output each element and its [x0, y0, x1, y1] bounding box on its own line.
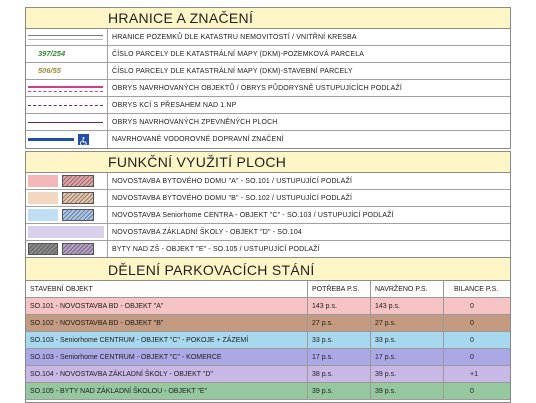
object-cell: SO.104 - NOVOSTAVBA ZÁKLADNÍ ŠKOLY - OBJEKT "D"	[26, 366, 308, 382]
need-cell: 17 p.s.	[308, 349, 371, 365]
legend-label: HRANICE POZEMKŮ DLE KATASTRU NEMOVITOSTÍ / VNITŘNÍ KRESBA	[112, 33, 357, 41]
legend-symbol	[26, 63, 108, 79]
land-use-legend-table	[25, 151, 511, 259]
legend-label: OBRYS NAVRHOVANÝCH OBJEKTŮ / OBRYS PŮDORYSNĚ USTUPUJÍCÍCH PODLAŽÍ	[112, 84, 402, 92]
overhang-line-icon	[28, 105, 103, 106]
balance-cell: +1	[470, 370, 478, 378]
proposed-cell: 39 p.s.	[371, 383, 444, 399]
need-cell: 27 p.s.	[308, 315, 371, 331]
parking-table	[25, 257, 511, 403]
paved-area-line-icon	[28, 122, 103, 123]
proposed-cell: 27 p.s.	[371, 315, 444, 331]
parking-title: DĚLENÍ PARKOVACÍCH STÁNÍ	[26, 258, 510, 281]
legend-symbol	[26, 190, 108, 206]
parking-header-row	[26, 281, 510, 298]
legend-symbol	[26, 241, 108, 258]
boundaries-title: HRANICE A ZNAČENÍ	[26, 8, 510, 29]
legend-label: NAVRHOVANÉ VODOROVNÉ DOPRAVNÍ ZNAČENÍ	[112, 136, 284, 143]
legend-row	[26, 190, 510, 207]
object-cell: SO.101 - NOVOSTAVBA BD - OBJEKT "A"	[26, 298, 308, 314]
balance-cell: 0	[470, 336, 474, 344]
building-b-swatch	[28, 192, 58, 204]
object-cell: SO.102 - NOVOSTAVBA BD - OBJEKT "B"	[26, 315, 308, 331]
legend-symbol	[26, 46, 108, 62]
boundaries-legend-table	[25, 7, 511, 149]
legend-row	[26, 241, 510, 258]
legend-symbol	[26, 29, 108, 45]
legend-row	[26, 114, 510, 131]
legend-symbol	[26, 114, 108, 130]
boundary-line-icon	[28, 35, 103, 36]
column-header: BILANCE P.S.	[444, 281, 510, 297]
land-parcel-number: 397/254	[38, 49, 66, 58]
column-header: NAVRŽENO P.S.	[371, 281, 444, 297]
table-row	[26, 315, 510, 332]
column-header: POTŘEBA P.S.	[308, 281, 371, 297]
proposed-cell: 33 p.s.	[371, 332, 444, 348]
legend-label: NOVOSTAVBA Seniorhome CENTRA - OBJEKT "C" - SO.103 / USTUPUJÍCÍ PODLAŽÍ	[112, 211, 394, 219]
object-cell: SO.103 - Seniorhome CENTRUM - OBJEKT "C" - KOMERCE	[26, 349, 308, 365]
legend-symbol	[26, 97, 108, 113]
legend-label: ČÍSLO PARCELY DLE KATASTRÁLNÍ MAPY (DKM)-POZEMKOVÁ PARCELA	[112, 50, 365, 58]
table-row	[26, 366, 510, 383]
proposed-cell: 17 p.s.	[371, 349, 444, 365]
legend-label: BYTY NAD ZŠ - OBJEKT "E" - SO.105 / USTUPUJÍCÍ PODLAŽÍ	[112, 246, 320, 253]
legend-row	[26, 63, 510, 80]
building-b-recessed-swatch	[62, 192, 94, 204]
legend-row	[26, 131, 510, 148]
table-row	[26, 383, 510, 400]
building-outline-line-icon	[28, 86, 103, 88]
need-cell: 39 p.s.	[308, 383, 371, 399]
object-cell: SO.103 - Seniorhome CENTRUM - OBJEKT "C" - POKOJE + ZÁZEMÍ	[26, 332, 308, 348]
legend-row	[26, 29, 510, 46]
need-cell: 38 p.s.	[308, 366, 371, 382]
balance-cell: 0	[470, 387, 474, 395]
legend-row	[26, 46, 510, 63]
legend-symbol	[26, 224, 108, 240]
legend-symbol	[26, 80, 108, 96]
legend-label: OBRYS NAVRHOVANÝCH ZPEVNĚNÝCH PLOCH	[112, 118, 278, 126]
legend-row	[26, 207, 510, 224]
building-c-swatch	[28, 209, 58, 221]
building-d-swatch	[28, 226, 104, 238]
legend-row	[26, 80, 510, 97]
object-cell: SO.105 - BYTY NAD ZÁKLADNÍ ŠKOLOU - OBJEKT "E"	[26, 383, 308, 399]
table-row	[26, 298, 510, 315]
building-a-recessed-swatch	[62, 175, 94, 187]
legend-label: NOVOSTAVBA BYTOVÉHO DOMU "B" - SO.102 / USTUPUJÍCÍ PODLAŽÍ	[112, 194, 353, 202]
building-e-swatch	[28, 243, 58, 255]
legend-label: NOVOSTAVBA ZÁKLADNÍ ŠKOLY - OBJEKT "D" - SO.104	[112, 228, 302, 236]
inner-drawing-line-icon	[28, 39, 103, 40]
building-parcel-number: 506/55	[38, 66, 61, 75]
legend-label: ČÍSLO PARCELY DLE KATASTRÁLNÍ MAPY (DKM)-STAVEBNÍ PARCELY	[112, 67, 353, 75]
legend-row	[26, 224, 510, 241]
table-row	[26, 349, 510, 366]
proposed-cell: 39 p.s.	[371, 366, 444, 382]
column-header: STAVEBNÍ OBJEKT	[26, 281, 308, 297]
need-cell: 33 p.s.	[308, 332, 371, 348]
building-a-swatch	[28, 175, 58, 187]
building-e-recessed-swatch	[62, 243, 94, 255]
table-row	[26, 332, 510, 349]
recessed-floor-line-icon	[28, 91, 103, 92]
balance-cell: 0	[470, 319, 474, 327]
land-use-title: FUNKČNÍ VYUŽITÍ PLOCH	[26, 152, 510, 173]
legend-row	[26, 173, 510, 190]
legend-label: NOVOSTAVBA BYTOVÉHO DOMU "A" - SO.101 / USTUPUJÍCÍ PODLAŽÍ	[112, 177, 353, 185]
building-c-recessed-swatch	[62, 209, 94, 221]
legend-symbol	[26, 207, 108, 223]
proposed-cell: 143 p.s.	[371, 298, 444, 314]
road-marking-line-icon	[28, 138, 74, 141]
balance-cell: 0	[470, 353, 474, 361]
legend-label: OBRYS KCÍ S PŘESAHEM NAD 1.NP	[112, 101, 237, 109]
wheelchair-icon	[78, 134, 89, 145]
legend-symbol	[26, 131, 108, 148]
legend-row	[26, 97, 510, 114]
need-cell: 143 p.s.	[308, 298, 371, 314]
balance-cell: 0	[470, 302, 474, 310]
legend-symbol	[26, 173, 108, 189]
